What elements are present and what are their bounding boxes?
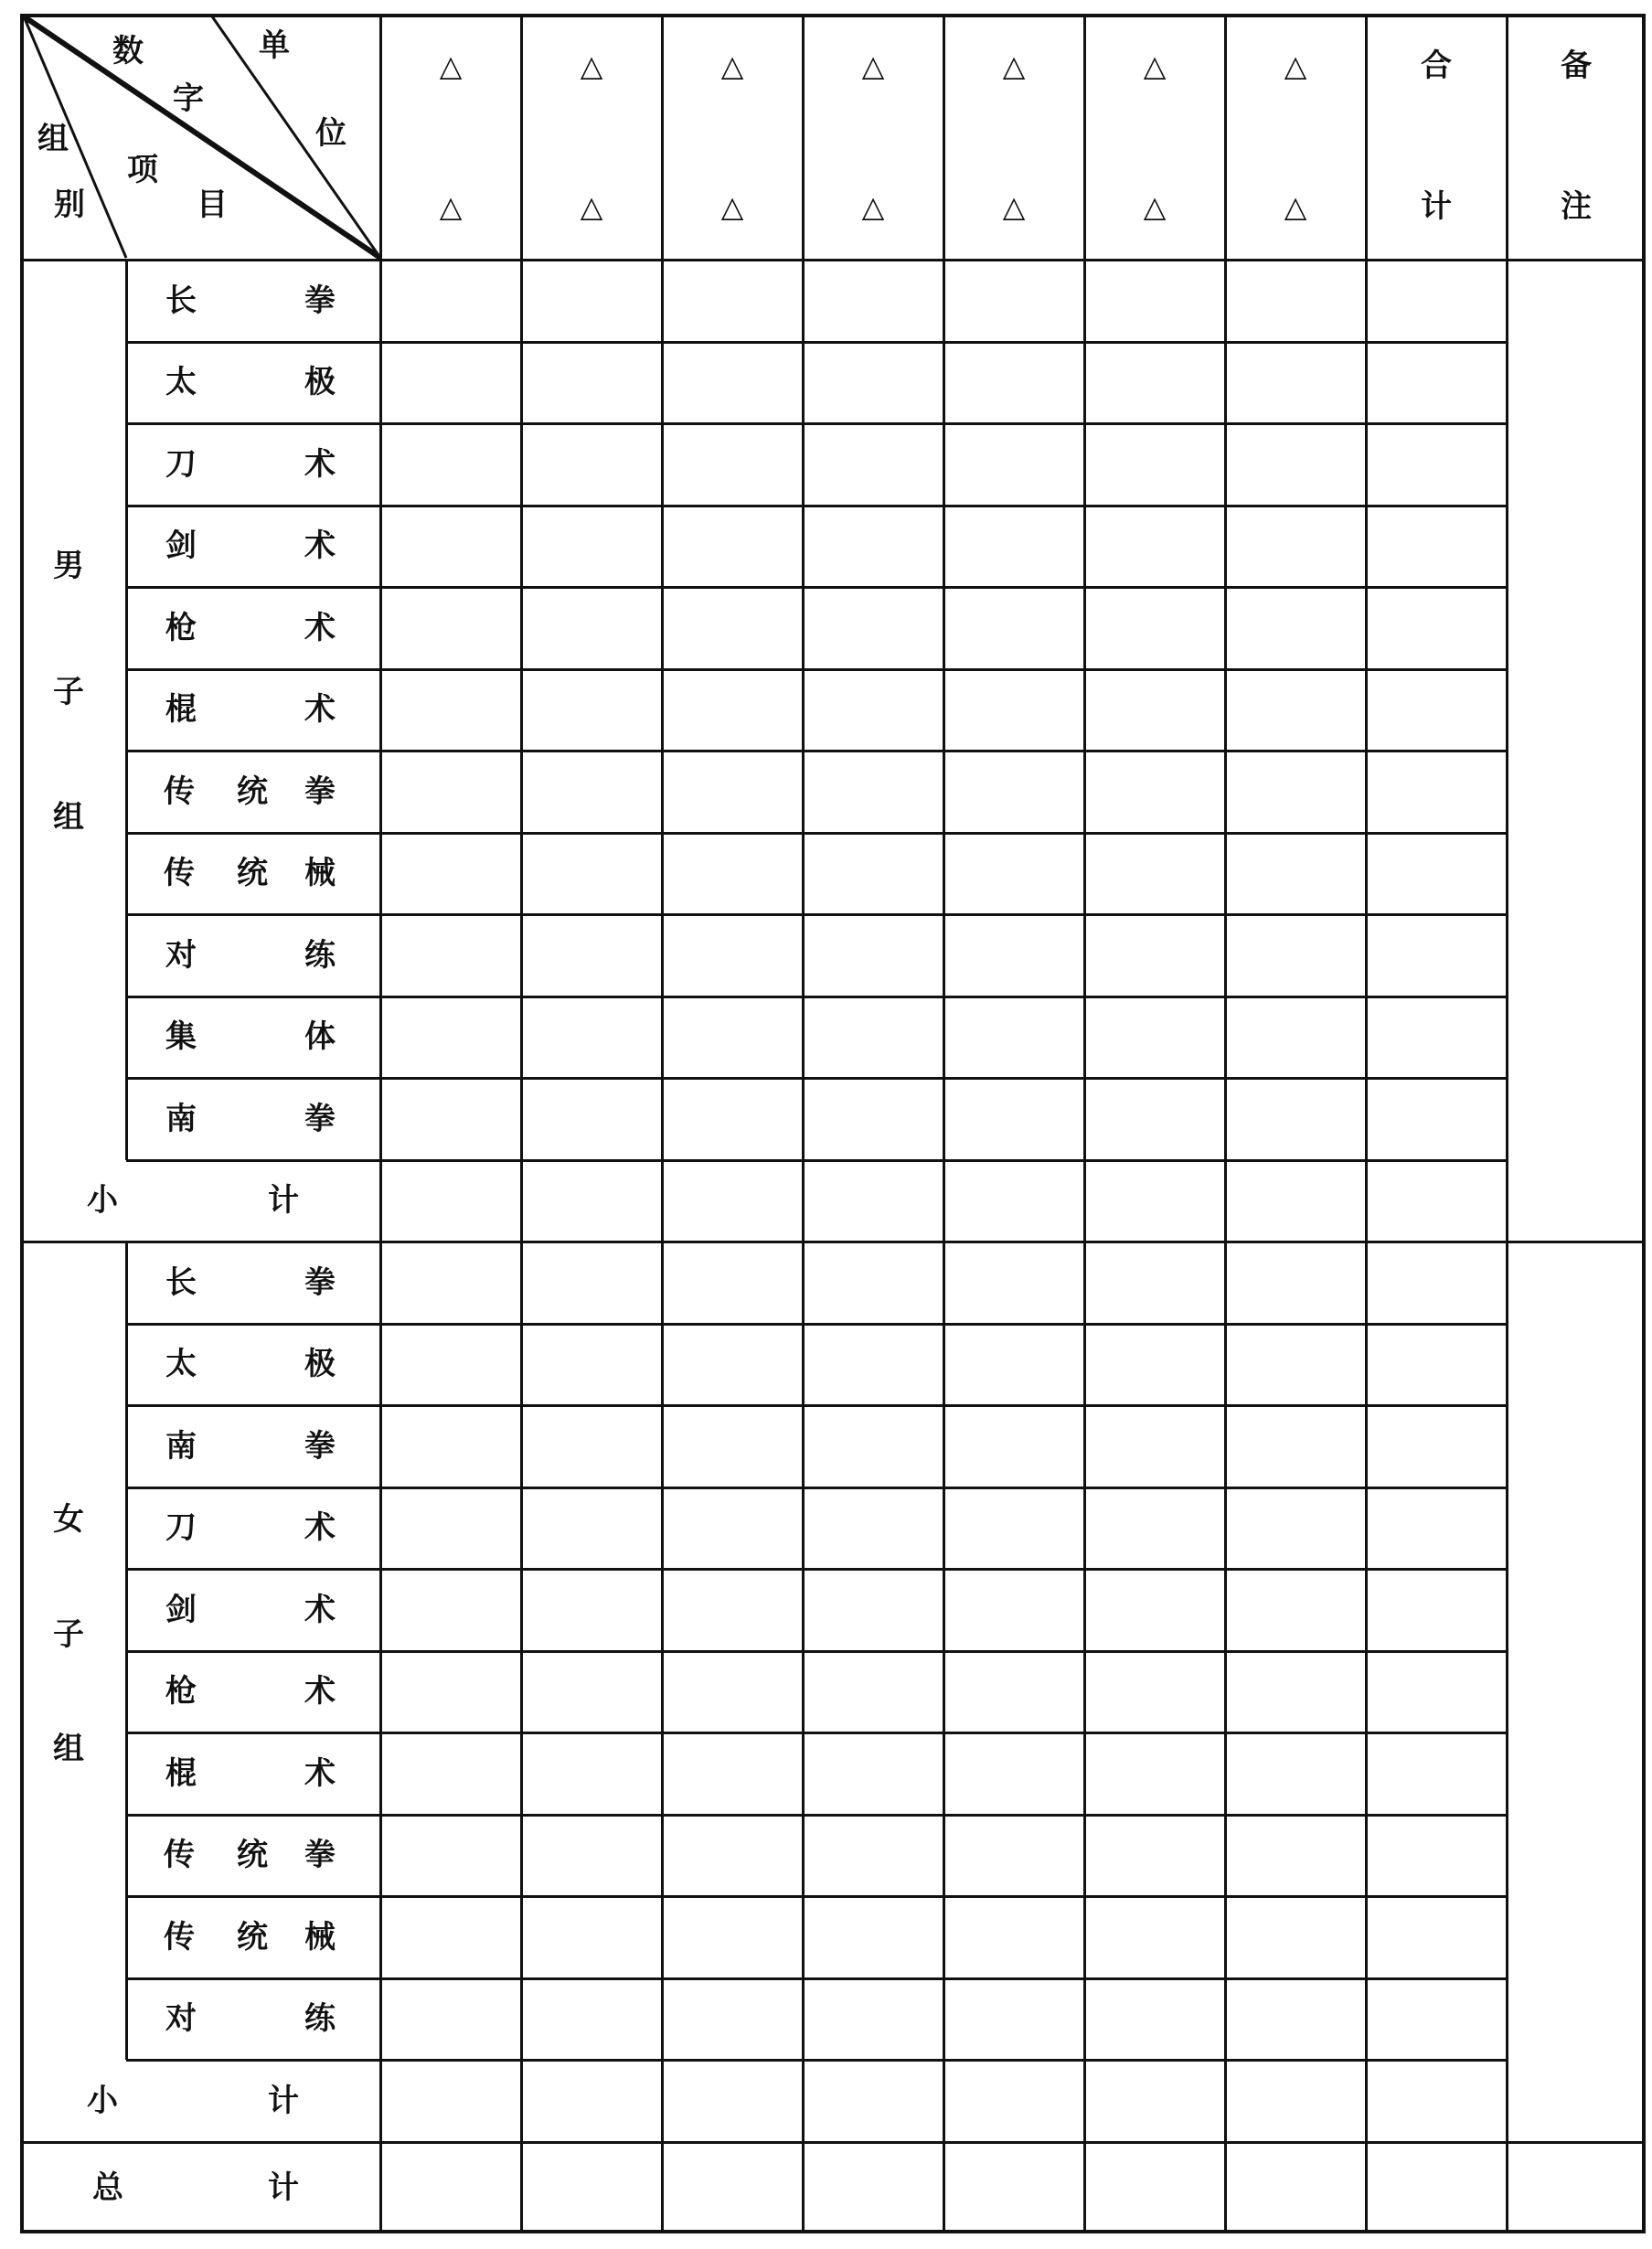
group-1-item-10-char-1: 集 xyxy=(165,1018,197,1056)
group-2-item-7-char-1: 棍 xyxy=(165,1754,197,1792)
group-2-item-4-char-1: 刀 xyxy=(165,1509,197,1547)
group-2-label-char-1: 女 xyxy=(53,1501,84,1539)
header-column-divider xyxy=(1083,14,1086,260)
group-2-item-6-char-1: 枪 xyxy=(165,1673,197,1711)
row-divider xyxy=(126,1487,1507,1489)
body-column-divider xyxy=(661,260,664,1242)
group-2-item-4-char-2: 术 xyxy=(304,1509,336,1547)
group-1-item-8-char-2: 统 xyxy=(237,855,268,892)
header-bottom-line xyxy=(20,259,1646,261)
body-column-divider xyxy=(802,260,805,1242)
group-1-item-4-char-2: 术 xyxy=(304,528,336,565)
body-column-divider xyxy=(520,260,523,1242)
header-column-divider xyxy=(379,14,382,260)
row-divider xyxy=(126,1732,1507,1734)
body-column-divider xyxy=(802,1242,805,2142)
body-column-divider xyxy=(1083,1242,1086,2142)
corner-label-shuzi-2: 字 xyxy=(173,80,204,117)
corner-label-xiangmu-1: 项 xyxy=(127,152,158,188)
body-column-divider xyxy=(379,2142,382,2234)
group-1-item-3-char-2: 术 xyxy=(304,445,336,483)
unit-column-6-top-marker: △ xyxy=(1143,48,1167,83)
group-1-subtotal-char-2: 计 xyxy=(268,1182,299,1220)
body-column-divider xyxy=(802,2142,805,2234)
body-column-divider xyxy=(520,1242,523,2142)
group-2-item-8-char-3: 拳 xyxy=(304,1837,336,1874)
group-2-item-5-char-2: 术 xyxy=(304,1591,336,1628)
row-divider xyxy=(126,1404,1507,1407)
group-2-item-3-char-2: 拳 xyxy=(304,1427,336,1465)
row-divider xyxy=(126,1323,1507,1326)
group-1-item-7-char-1: 传 xyxy=(164,773,195,810)
group-1-item-3-char-1: 刀 xyxy=(165,445,197,483)
group-label-divider xyxy=(125,1242,128,2060)
grand-total-char-2: 计 xyxy=(268,2169,299,2206)
header-column-divider xyxy=(661,14,664,260)
body-column-divider xyxy=(1506,1242,1508,2142)
group-1-item-11-char-1: 南 xyxy=(165,1100,197,1137)
group-2-subtotal-char-2: 计 xyxy=(268,2082,299,2119)
header-column-divider xyxy=(1224,14,1227,260)
unit-column-3-bottom-marker: △ xyxy=(720,189,744,224)
group-1-item-9-char-1: 对 xyxy=(165,936,197,974)
group-2-item-8-char-1: 传 xyxy=(164,1837,195,1874)
remarks-column-header-2: 注 xyxy=(1561,188,1592,225)
row-divider xyxy=(126,996,1507,998)
group-1-item-9-char-2: 练 xyxy=(304,936,336,974)
body-column-divider xyxy=(661,1242,664,2142)
row-divider xyxy=(126,422,1507,425)
row-divider xyxy=(126,2059,1507,2062)
unit-column-5-bottom-marker: △ xyxy=(1002,189,1026,224)
row-divider xyxy=(126,1977,1507,1980)
group-1-item-8-char-1: 传 xyxy=(164,855,195,892)
group-1-label-char-2: 子 xyxy=(53,673,84,710)
group-1-item-1-char-2: 拳 xyxy=(304,282,336,319)
group-2-item-7-char-2: 术 xyxy=(304,1754,336,1792)
row-divider xyxy=(126,505,1507,507)
row-divider xyxy=(126,341,1507,344)
group-1-item-2-char-1: 太 xyxy=(165,364,197,401)
unit-column-5-top-marker: △ xyxy=(1002,48,1026,83)
unit-column-2-bottom-marker: △ xyxy=(580,189,603,224)
group-1-item-10-char-2: 体 xyxy=(304,1018,336,1056)
group-label-divider xyxy=(125,260,128,1160)
unit-column-4-top-marker: △ xyxy=(861,48,885,83)
group-1-item-8-char-3: 械 xyxy=(304,855,336,892)
body-column-divider xyxy=(1224,260,1227,1242)
body-column-divider xyxy=(1506,260,1508,1242)
body-column-divider xyxy=(1365,1242,1368,2142)
row-divider xyxy=(126,913,1507,916)
body-column-divider xyxy=(1224,1242,1227,2142)
total-column-header-2: 计 xyxy=(1421,188,1452,225)
body-column-divider xyxy=(1365,260,1368,1242)
group-1-item-5-char-2: 术 xyxy=(304,609,336,646)
row-divider xyxy=(126,1159,1507,1162)
group-2-item-10-char-2: 练 xyxy=(304,2000,336,2038)
header-column-divider xyxy=(1506,14,1508,260)
row-divider xyxy=(126,1814,1507,1817)
body-column-divider xyxy=(943,1242,945,2142)
row-divider xyxy=(126,1895,1507,1898)
group-1-subtotal-char-1: 小 xyxy=(87,1182,118,1220)
corner-label-danwei-2: 位 xyxy=(315,115,346,152)
group-2-item-9-char-2: 统 xyxy=(237,1918,268,1956)
body-column-divider xyxy=(1083,2142,1086,2234)
header-column-divider xyxy=(1365,14,1368,260)
total-column-header-1: 合 xyxy=(1421,48,1452,84)
body-column-divider xyxy=(1365,2142,1368,2234)
group-1-label-char-1: 男 xyxy=(53,547,84,584)
header-column-divider xyxy=(943,14,945,260)
group-2-item-2-char-1: 太 xyxy=(165,1346,197,1383)
subtotal-bottom-line xyxy=(20,2141,1646,2144)
group-1-item-6-char-2: 术 xyxy=(304,691,336,729)
group-1-item-11-char-2: 拳 xyxy=(304,1100,336,1137)
group-2-item-9-char-1: 传 xyxy=(164,1918,195,1956)
body-column-divider xyxy=(943,2142,945,2234)
unit-column-6-bottom-marker: △ xyxy=(1143,189,1167,224)
group-1-item-6-char-1: 棍 xyxy=(165,691,197,729)
group-2-label-char-2: 子 xyxy=(53,1615,84,1653)
group-1-item-1-char-1: 长 xyxy=(165,282,197,319)
group-2-item-3-char-1: 南 xyxy=(165,1427,197,1465)
body-column-divider xyxy=(1224,2142,1227,2234)
remarks-column-header-1: 备 xyxy=(1561,48,1592,84)
group-1-item-7-char-2: 统 xyxy=(237,773,268,810)
group-2-item-8-char-2: 统 xyxy=(237,1837,268,1874)
group-1-item-7-char-3: 拳 xyxy=(304,773,336,810)
group-2-item-10-char-1: 对 xyxy=(165,2000,197,2038)
diagonal-line-upper xyxy=(212,16,380,258)
group-2-item-1-char-1: 长 xyxy=(165,1263,197,1301)
body-column-divider xyxy=(379,260,382,1242)
group-2-item-9-char-3: 械 xyxy=(304,1918,336,1956)
corner-label-danwei-1: 单 xyxy=(259,27,290,64)
group-2-item-2-char-2: 极 xyxy=(304,1346,336,1383)
row-divider xyxy=(126,1077,1507,1080)
corner-label-zubie-1: 组 xyxy=(37,121,69,157)
unit-column-7-top-marker: △ xyxy=(1284,48,1307,83)
body-column-divider xyxy=(1506,2142,1508,2234)
group-1-item-4-char-1: 剑 xyxy=(165,528,197,565)
unit-column-7-bottom-marker: △ xyxy=(1284,189,1307,224)
group-1-label-char-3: 组 xyxy=(53,799,84,837)
group-2-label-char-3: 组 xyxy=(53,1730,84,1767)
row-divider xyxy=(126,668,1507,671)
row-divider xyxy=(126,832,1507,835)
unit-column-2-top-marker: △ xyxy=(580,48,603,83)
unit-column-3-top-marker: △ xyxy=(720,48,744,83)
body-column-divider xyxy=(379,1242,382,2142)
body-column-divider xyxy=(1083,260,1086,1242)
group-1-item-2-char-2: 极 xyxy=(304,364,336,401)
group-2-item-1-char-2: 拳 xyxy=(304,1263,336,1301)
corner-label-xiangmu-2: 目 xyxy=(197,187,228,223)
subtotal-bottom-line xyxy=(20,1241,1646,1243)
unit-column-1-top-marker: △ xyxy=(439,48,463,83)
body-column-divider xyxy=(661,2142,664,2234)
unit-column-4-bottom-marker: △ xyxy=(861,189,885,224)
group-2-item-5-char-1: 剑 xyxy=(165,1591,197,1628)
row-divider xyxy=(126,1568,1507,1571)
group-1-item-5-char-1: 枪 xyxy=(165,609,197,646)
body-column-divider xyxy=(520,2142,523,2234)
corner-label-shuzi-1: 数 xyxy=(112,33,144,69)
row-divider xyxy=(126,750,1507,752)
grand-total-char-1: 总 xyxy=(92,2169,123,2206)
body-column-divider xyxy=(943,260,945,1242)
group-2-item-6-char-2: 术 xyxy=(304,1673,336,1711)
header-column-divider xyxy=(802,14,805,260)
corner-label-zubie-2: 别 xyxy=(54,187,85,223)
unit-column-1-bottom-marker: △ xyxy=(439,189,463,224)
row-divider xyxy=(126,586,1507,589)
row-divider xyxy=(126,1650,1507,1653)
header-column-divider xyxy=(520,14,523,260)
group-2-subtotal-char-1: 小 xyxy=(87,2082,118,2119)
